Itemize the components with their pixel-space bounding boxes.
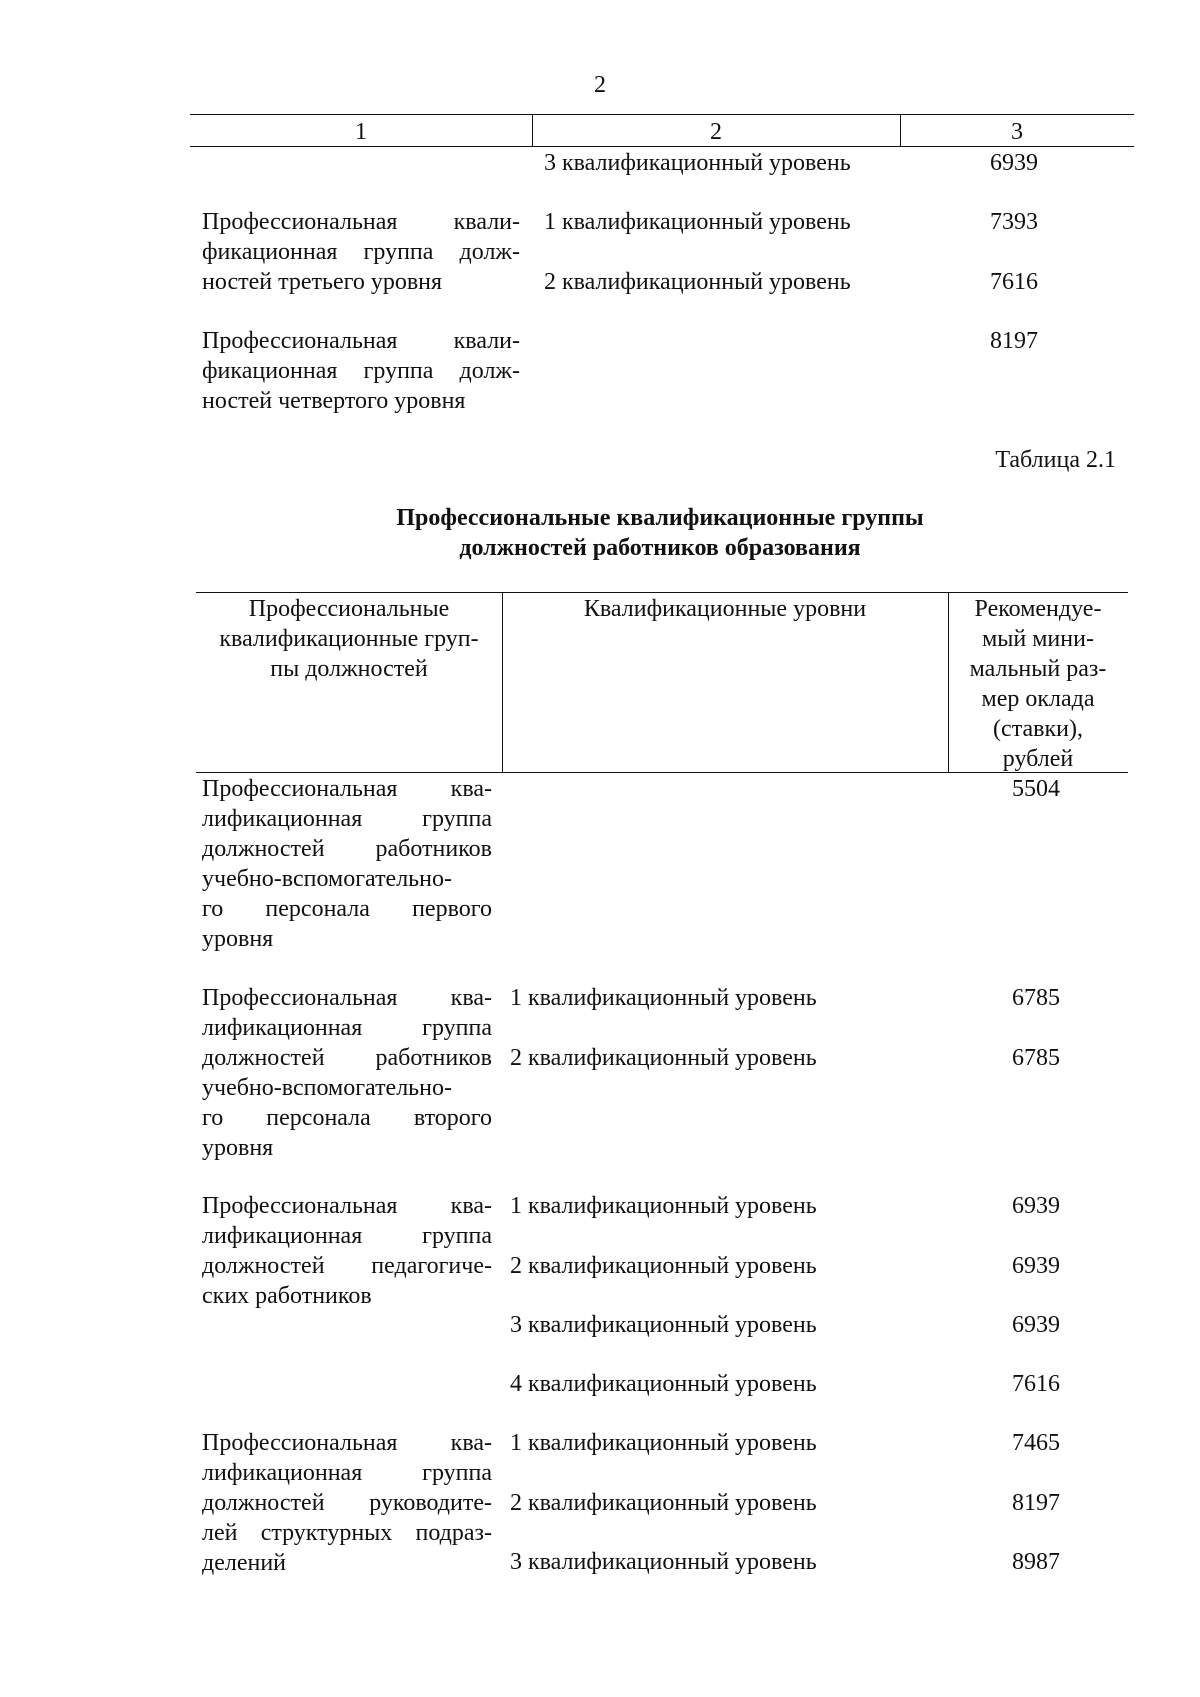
table2-row-level: 1 квалификационный уровень [510,1430,817,1456]
table2-group-support-second [202,983,492,1163]
header-line: мальный раз- [969,656,1107,682]
table2-group-teachers [202,1191,492,1311]
header-line: квалификационные груп- [219,626,479,652]
group-line: фикационная группа долж- [202,239,520,265]
table2-row-level: 1 квалификационный уровень [510,985,817,1011]
group-line: должностей руководите- [202,1490,492,1516]
header-line: рублей [1002,746,1074,772]
table2-row-level: 3 квалификационный уровень [510,1312,817,1338]
group-line: лификационная группа [202,1460,492,1486]
table2-group-support-first [202,774,492,954]
table2-row-amount: 7616 [1012,1371,1060,1397]
table2-header-levels: Квалификационные уровни [583,596,867,622]
table-title [0,503,1200,563]
group-line: Профессиональная ква- [202,1193,492,1219]
table2-row-amount: 7465 [1012,1430,1060,1456]
table2-row-level: 3 квалификационный уровень [510,1549,817,1575]
table2-row-amount: 8987 [1012,1549,1060,1575]
header-line: пы должностей [270,656,428,682]
group-line: лификационная группа [202,806,492,832]
group-line: фикационная группа долж- [202,358,520,384]
header-line: Рекомендуе- [974,596,1102,622]
group-line: должностей работников [202,836,492,862]
table2-row-level: 1 квалификационный уровень [510,1193,817,1219]
table2-row-level: 2 квалификационный уровень [510,1490,817,1516]
header-line: мер оклада [981,686,1095,712]
table2-row-level: 4 квалификационный уровень [510,1371,817,1397]
table2-row-amount: 8197 [1012,1490,1060,1516]
table2-row-amount: 6939 [1012,1253,1060,1279]
header-line: Профессиональные [248,596,450,622]
group-line: Профессиональная ква- [202,776,492,802]
table1-row-amount: 8197 [990,328,1038,354]
group-line: должностей педагогиче- [202,1253,492,1279]
group-line: делений [202,1550,287,1576]
table-label: Таблица 2.1 [995,447,1116,473]
group-line: ских работников [202,1283,372,1309]
table2-row-amount: 6785 [1012,1045,1060,1071]
table1-col-header-3: 3 [1011,119,1023,145]
group-line: го персонала второго [202,1105,492,1131]
table1-row-level: 2 квалификационный уровень [544,269,851,295]
table1-group-third-level [202,207,520,297]
group-line: го персонала первого [202,896,492,922]
group-line: лей структурных подраз- [202,1520,492,1546]
table1-row-level: 3 квалификационный уровень [544,150,851,176]
table2-header-groups [196,594,502,684]
group-line: учебно-вспомогательно- [202,866,452,892]
table1-row-amount: 7616 [990,269,1038,295]
table-title-line-2: должностей работников образования [459,535,861,561]
group-line: Профессиональная ква- [202,1430,492,1456]
table1-row-amount: 7393 [990,209,1038,235]
header-line: (ставки), [993,716,1083,742]
table2-group-managers [202,1428,492,1578]
group-line: Профессиональная квали- [202,209,520,235]
table2-row-level: 2 квалификационный уровень [510,1253,817,1279]
group-line: ностей третьего уровня [202,269,443,295]
page-number: 2 [594,72,606,98]
table2-row-amount: 6939 [1012,1312,1060,1338]
header-line: мый мини- [982,626,1094,652]
table2-row-level: 2 квалификационный уровень [510,1045,817,1071]
table-title-line-1: Профессиональные квалификационные группы [396,505,924,531]
table1-col-header-2: 2 [710,119,722,145]
group-line: уровня [202,926,274,952]
table2-header-amount [948,594,1128,774]
table1-row-amount: 6939 [990,150,1038,176]
group-line: Профессиональная ква- [202,985,492,1011]
group-line: должностей работников [202,1045,492,1071]
group-line: уровня [202,1135,274,1161]
group-line: ностей четвертого уровня [202,388,466,414]
group-line: учебно-вспомогательно- [202,1075,452,1101]
group-line: Профессиональная квали- [202,328,520,354]
table2-row-amount: 6939 [1012,1193,1060,1219]
group-line: лификационная группа [202,1015,492,1041]
group-line: лификационная группа [202,1223,492,1249]
table1-col-header-1: 1 [355,119,367,145]
table2-row-amount: 5504 [1012,776,1060,802]
table2-row-amount: 6785 [1012,985,1060,1011]
table1-header-bottom-rule [190,146,1134,147]
table2-top-rule [196,592,1128,593]
table1-group-fourth-level [202,326,520,416]
table1-row-level: 1 квалификационный уровень [544,209,851,235]
table1-top-rule [190,114,1134,115]
